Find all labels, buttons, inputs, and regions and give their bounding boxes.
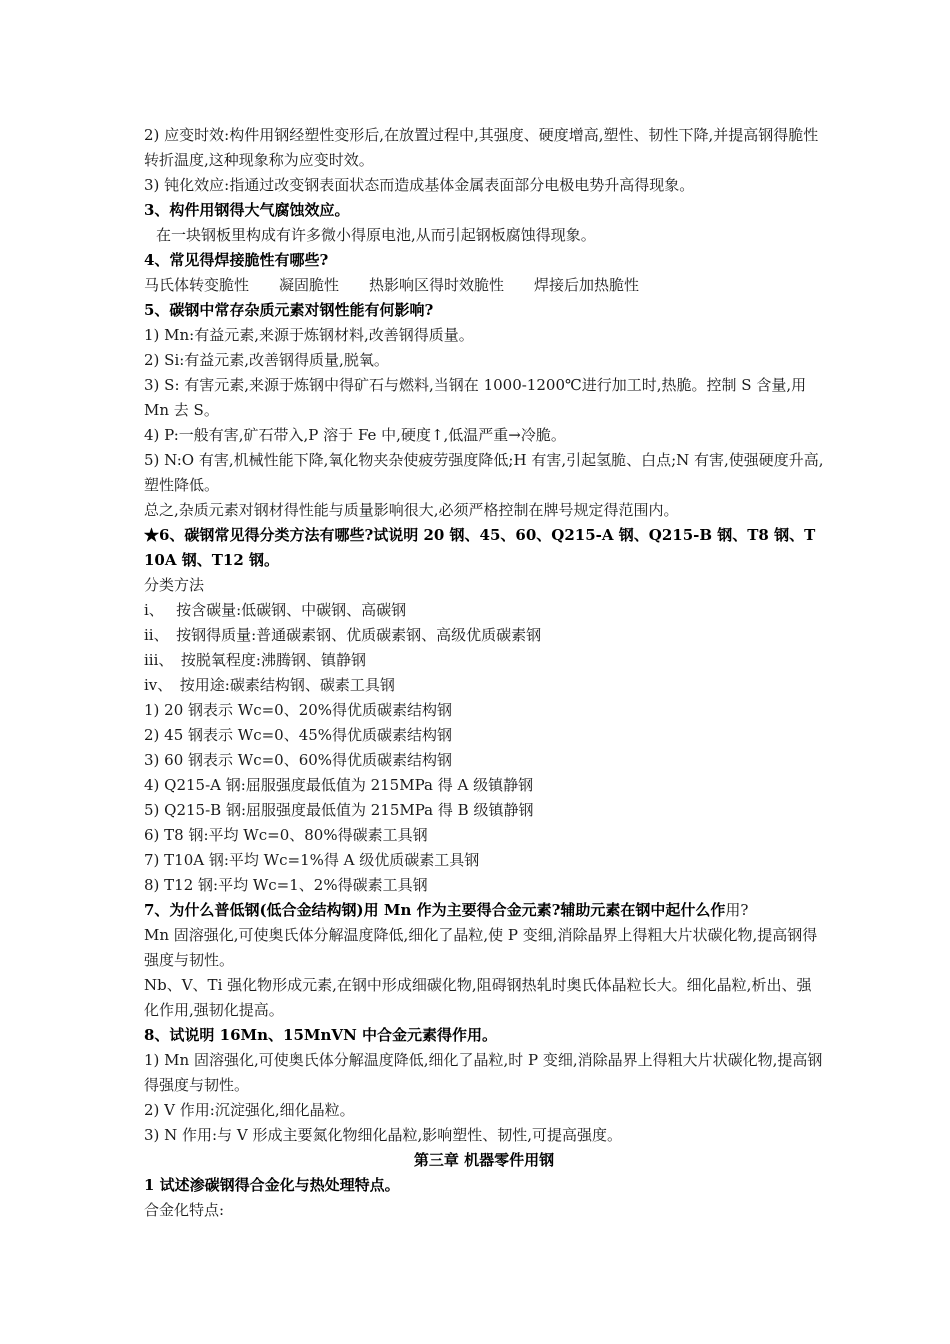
paragraph-corrosion-answer: 在一块钢板里构成有许多微小得原电池,从而引起钢板腐蚀得现象。: [156, 226, 596, 244]
paragraph-mn-role: Mn 固溶强化,可使奥氏体分解温度降低,细化了晶粒,使 P 变细,消除晶界上得粗大片状碳化物,提高钢得强度与韧性。: [144, 926, 818, 969]
list-item-n-effect: 3) N 作用:与 V 形成主要氮化物细化晶粒,影响塑性、韧性,可提高强度。: [144, 1126, 623, 1144]
paragraph-strain-aging: 2) 应变时效:构件用钢经塑性变形后,在放置过程中,其强度、硬度增高,塑性、韧性下降,并提高钢得脆性转折温度,这种现象称为应变时效。: [144, 126, 819, 169]
heading-low-alloy-steel: [144, 898, 824, 923]
list-item-45-steel: 2) 45 钢表示 Wc=0、45%得优质碳素结构钢: [144, 726, 453, 744]
heading-weld-brittleness: 4、常见得焊接脆性有哪些?: [144, 251, 329, 269]
list-item-usage: iv、 按用途:碳素结构钢、碳素工具钢: [144, 676, 395, 694]
paragraph-summary: 总之,杂质元素对钢材得性能与质量影响很大,必须严格控制在牌号规定得范围内。: [144, 501, 679, 519]
list-item-q215b: 5) Q215-B 钢:屈服强度最低值为 215MPa 得 B 级镇静钢: [144, 801, 534, 819]
list-item-60-steel: 3) 60 钢表示 Wc=0、60%得优质碳素结构钢: [144, 751, 453, 769]
heading-impurity-elements: 5、碳钢中常存杂质元素对钢性能有何影响?: [144, 301, 434, 319]
heading-carburizing-steel: 1 试述渗碳钢得合金化与热处理特点。: [144, 1176, 400, 1194]
paragraph-nb-v-ti-role: Nb、V、Ti 强化物形成元素,在钢中形成细碳化物,阻碍钢热轧时奥氏体晶粒长大。细化晶粒,析出、强化作用,强韧化提高。: [144, 976, 812, 1019]
list-item-p: 4) P:一般有害,矿石带入,P 溶于 Fe 中,硬度↑,低温严重→冷脆。: [144, 426, 566, 444]
chapter-title: 第三章 机器零件用钢: [413, 1151, 555, 1169]
paragraph-alloying-features: 合金化特点:: [144, 1201, 225, 1219]
list-item-si: 2) Si:有益元素,改善钢得质量,脱氧。: [144, 351, 389, 369]
list-item-carbon-content: i、 按含碳量:低碳钢、中碳钢、高碳钢: [144, 601, 407, 619]
list-item-s: 3) S: 有害元素,来源于炼钢中得矿石与燃料,当钢在 1000-1200℃进行加工时,热脆。控制 S 含量,用 Mn 去 S。: [144, 376, 807, 419]
list-item-mn: 1) Mn:有益元素,来源于炼钢材料,改善钢得质量。: [144, 326, 474, 344]
list-item-20-steel: 1) 20 钢表示 Wc=0、20%得优质碳素结构钢: [144, 701, 453, 719]
heading-low-alloy-steel-bold: 7、为什么普低钢(低合金结构钢)用 Mn 作为主要得合金元素?辅助元素在钢中起什么作: [144, 901, 726, 919]
heading-16mn-15mnvn: 8、试说明 16Mn、15MnVN 中合金元素得作用。: [144, 1026, 497, 1044]
paragraph-brittleness-types: 马氏体转变脆性 凝固脆性 热影响区得时效脆性 焊接后加热脆性: [144, 276, 640, 294]
list-item-q215a: 4) Q215-A 钢:屈服强度最低值为 215MPa 得 A 级镇静钢: [144, 776, 534, 794]
list-item-deoxidation: iii、 按脱氧程度:沸腾钢、镇静钢: [144, 651, 366, 669]
list-item-t12: 8) T12 钢:平均 Wc=1、2%得碳素工具钢: [144, 876, 428, 894]
list-item-t8: 6) T8 钢:平均 Wc=0、80%得碳素工具钢: [144, 826, 428, 844]
heading-low-alloy-steel-tail: 用?: [725, 901, 749, 919]
document-body: [144, 123, 824, 1223]
list-item-mn-effect: 1) Mn 固溶强化,可使奥氏体分解温度降低,细化了晶粒,时 P 变细,消除晶界上得粗大片状碳化物,提高钢得强度与韧性。: [144, 1051, 823, 1094]
list-item-n-o: 5) N:O 有害,机械性能下降,氧化物夹杂使疲劳强度降低;H 有害,引起氢脆、白点;N 有害,使强硬度升高,塑性降低。: [144, 451, 824, 494]
list-item-v-effect: 2) V 作用:沉淀强化,细化晶粒。: [144, 1101, 355, 1119]
list-item-quality: ii、 按钢得质量:普通碳素钢、优质碳素钢、高级优质碳素钢: [144, 626, 542, 644]
paragraph-passivation: 3) 钝化效应:指通过改变钢表面状态而造成基体金属表面部分电极电势升高得现象。: [144, 176, 695, 194]
list-item-t10a: 7) T10A 钢:平均 Wc=1%得 A 级优质碳素工具钢: [144, 851, 480, 869]
heading-classification: ★6、碳钢常见得分类方法有哪些?试说明 20 钢、45、60、Q215-A 钢、Q215-B 钢、T8 钢、T10A 钢、T12 钢。: [144, 526, 816, 569]
heading-atmospheric-corrosion: 3、构件用钢得大气腐蚀效应。: [144, 201, 350, 219]
paragraph-classification-methods: 分类方法: [144, 576, 205, 594]
